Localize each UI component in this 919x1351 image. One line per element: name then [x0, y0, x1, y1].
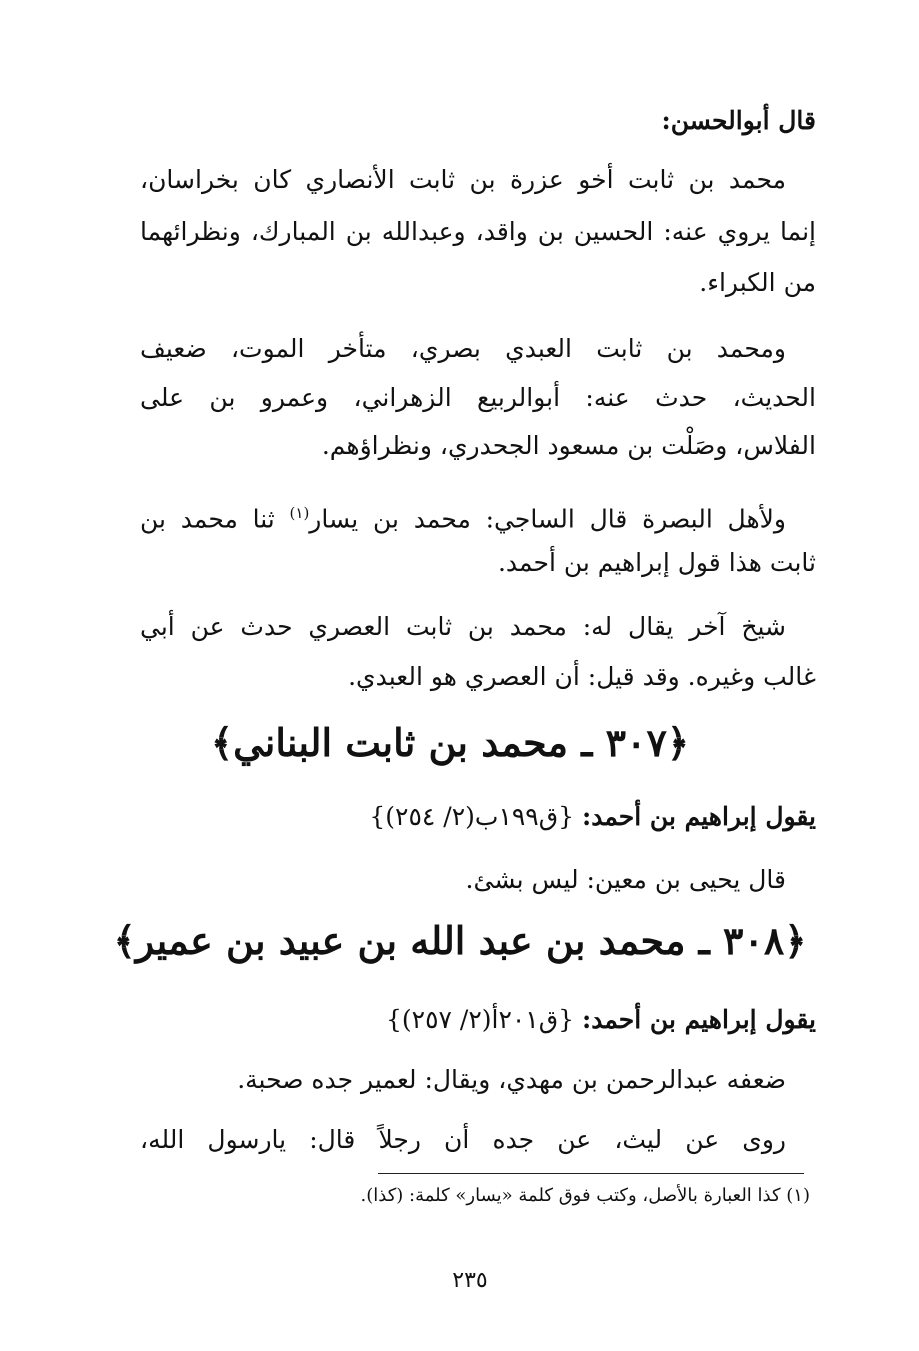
entry-307-heading: ﴿٣٠٧ ـ محمد بن ثابت البناني﴾: [210, 720, 690, 765]
entry-307-source-label: يقول إبراهيم بن أحمد:: [582, 802, 816, 831]
entry-307-source: [140, 800, 816, 834]
footnote-marker: (١): [289, 504, 310, 522]
paragraph-1-line-1: محمد بن ثابت أخو عزرة بن ثابت الأنصاري كان بخراسان،: [140, 165, 786, 194]
paragraph-3-text-a: ولأهل البصرة قال الساجي: محمد بن يسار: [309, 504, 786, 534]
paragraph-4-line-1: شيخ آخر يقال له: محمد بن ثابت العصري حدث عن أبي: [140, 612, 786, 641]
entry-307-source-ref: {ق١٩٩ب(٢/ ٢٥٤)}: [369, 802, 582, 831]
entry-308-line-1: ضعفه عبدالرحمن بن مهدي، ويقال: لعمير جده صحبة.: [237, 1065, 786, 1094]
paragraph-1-line-2: إنما يروي عنه: الحسين بن واقد، وعبدالله بن المبارك، ونظرائهما: [140, 217, 816, 246]
footnote-rule: [378, 1173, 804, 1174]
entry-308-source-label: يقول إبراهيم بن أحمد:: [582, 1005, 816, 1034]
entry-308-source: [140, 1003, 816, 1037]
paragraph-2-line-2: الحديث، حدث عنه: أبوالربيع الزهراني، وعمرو بن على: [140, 383, 816, 412]
paragraph-2-line-1: ومحمد بن ثابت العبدي بصري، متأخر الموت، ضعيف: [140, 334, 786, 363]
paragraph-2-line-3: الفلاس، وصَلْت بن مسعود الجحدري، ونظراؤهم.: [321, 431, 816, 460]
entry-308-line-2: روى عن ليث، عن جده أن رجلاً قال: يارسول الله،: [140, 1125, 786, 1154]
paragraph-3-line-1: [140, 496, 786, 536]
footnote-text: (١) كذا العبارة بالأصل، وكتب فوق كلمة «يسار» كلمة: (كذا).: [360, 1185, 810, 1206]
paragraph-1-line-3: من الكبراء.: [699, 268, 816, 297]
paragraph-3-text-b: ثنا محمد بن: [140, 504, 290, 534]
paragraph-3-line-2: ثابت هذا قول إبراهيم بن أحمد.: [497, 548, 816, 577]
entry-307-text: قال يحيى بن معين: ليس بشئ.: [465, 865, 786, 894]
entry-308-source-ref: {ق٢٠١أ(٢/ ٢٥٧)}: [385, 1005, 582, 1034]
section-label: قال أبوالحسن:: [661, 106, 816, 135]
paragraph-4-line-2: غالب وغيره. وقد قيل: أن العصري هو العبدي.: [348, 662, 816, 691]
page-number: ٢٣٥: [452, 1268, 488, 1293]
entry-308-heading: ﴿٣٠٨ ـ محمد بن عبد الله بن عبيد بن عمير﴾: [113, 918, 807, 963]
